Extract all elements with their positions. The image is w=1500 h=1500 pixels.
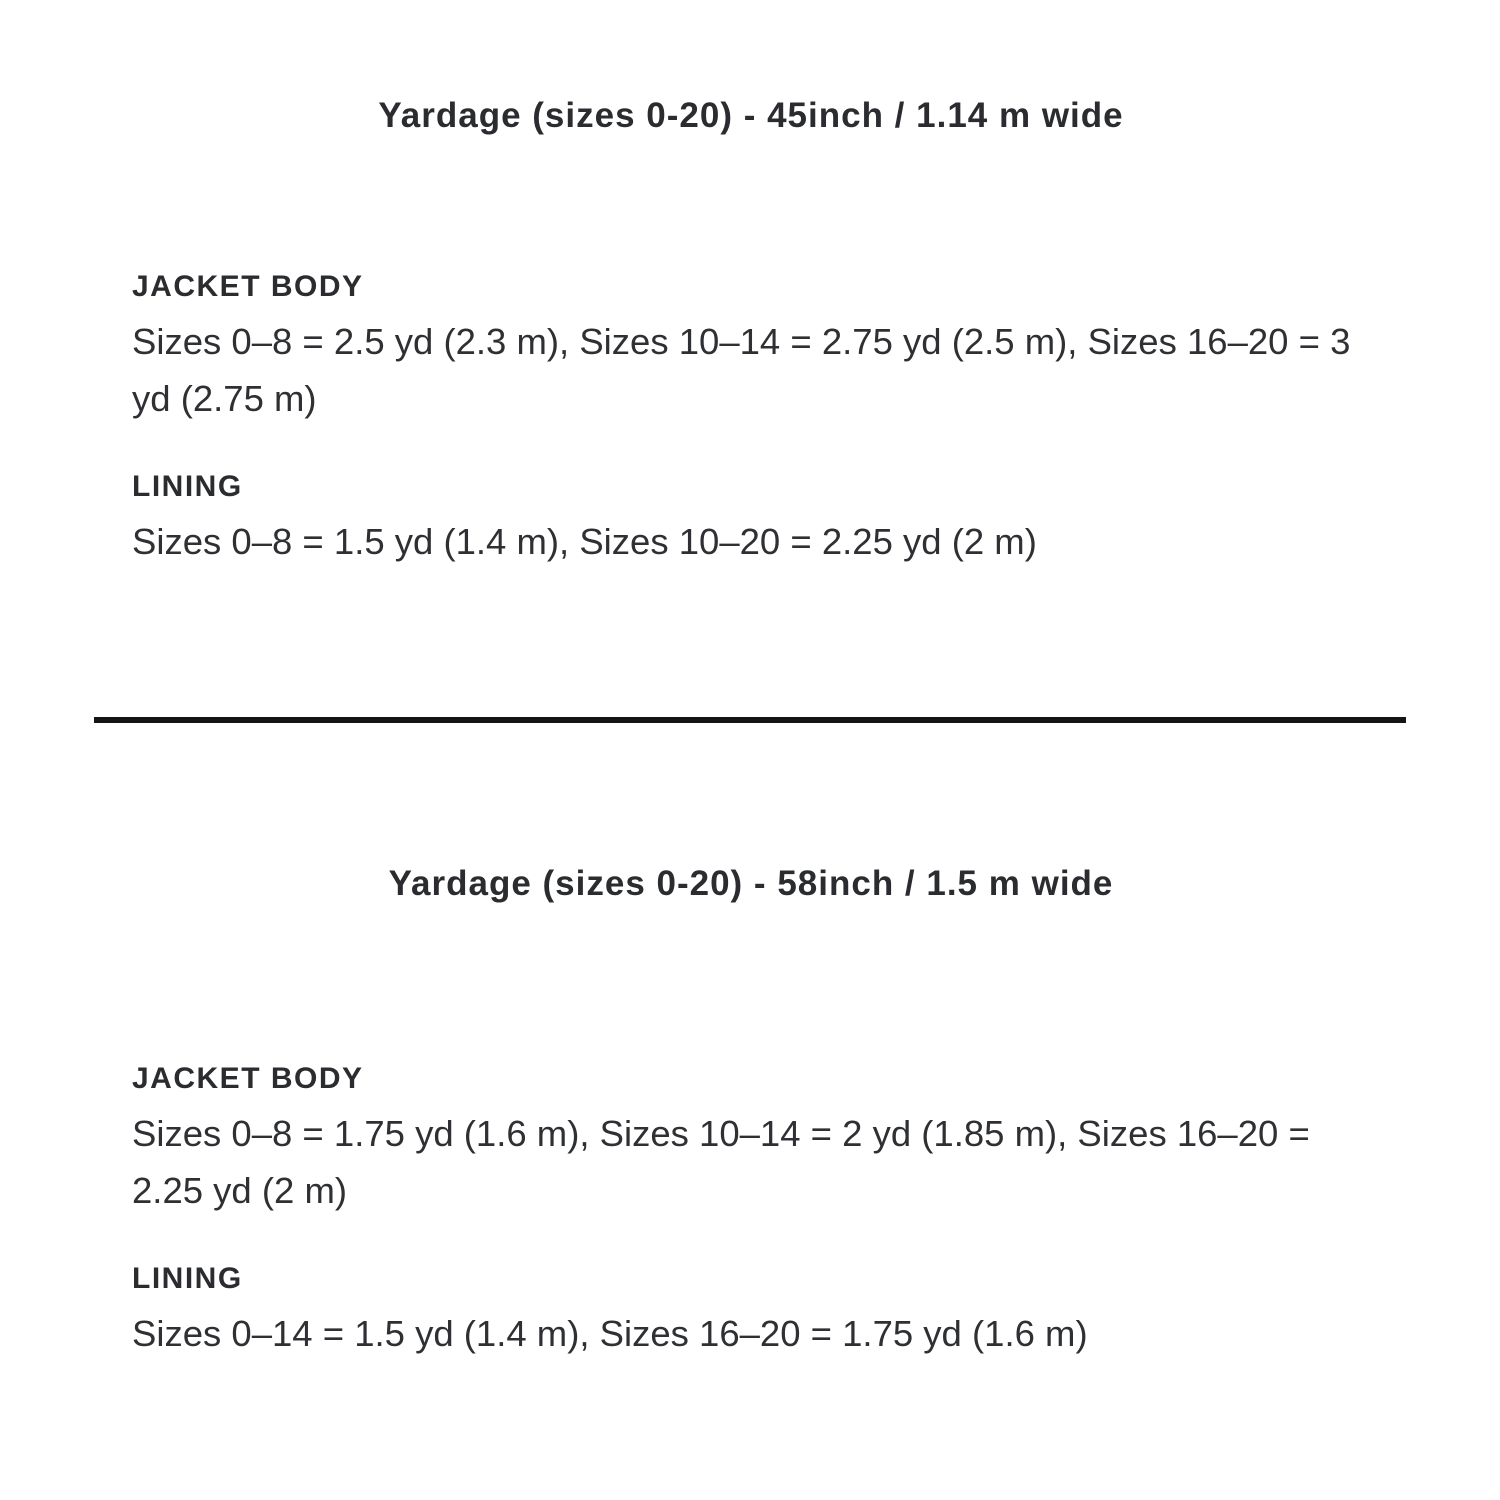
yardage-section-58inch (0, 723, 1500, 1362)
jacket-body-yardage-text: Sizes 0–8 = 1.75 yd (1.6 m), Sizes 10–14 = 2 yd (1.85 m), Sizes 16–20 = 2.25 yd (2 m) (132, 1113, 1310, 1211)
section-heading-45inch: Yardage (sizes 0-20) - 45inch / 1.14 m wide (378, 96, 1124, 135)
lining-yardage-text: Sizes 0–14 = 1.5 yd (1.4 m), Sizes 16–20 = 1.75 yd (1.6 m) (132, 1313, 1088, 1354)
jacket-body-label: JACKET BODY (132, 1062, 364, 1095)
jacket-body-yardage-text: Sizes 0–8 = 2.5 yd (2.3 m), Sizes 10–14 = 2.75 yd (2.5 m), Sizes 16–20 = 3 yd (2.75 m) (132, 321, 1351, 419)
lining-label: LINING (132, 1262, 243, 1295)
lining-yardage-text: Sizes 0–8 = 1.5 yd (1.4 m), Sizes 10–20 = 2.25 yd (2 m) (132, 521, 1037, 562)
section-heading-58inch: Yardage (sizes 0-20) - 58inch / 1.5 m wide (388, 864, 1114, 903)
lining-label: LINING (132, 470, 243, 503)
jacket-body-label: JACKET BODY (132, 270, 364, 303)
yardage-section-45inch (0, 0, 1500, 570)
